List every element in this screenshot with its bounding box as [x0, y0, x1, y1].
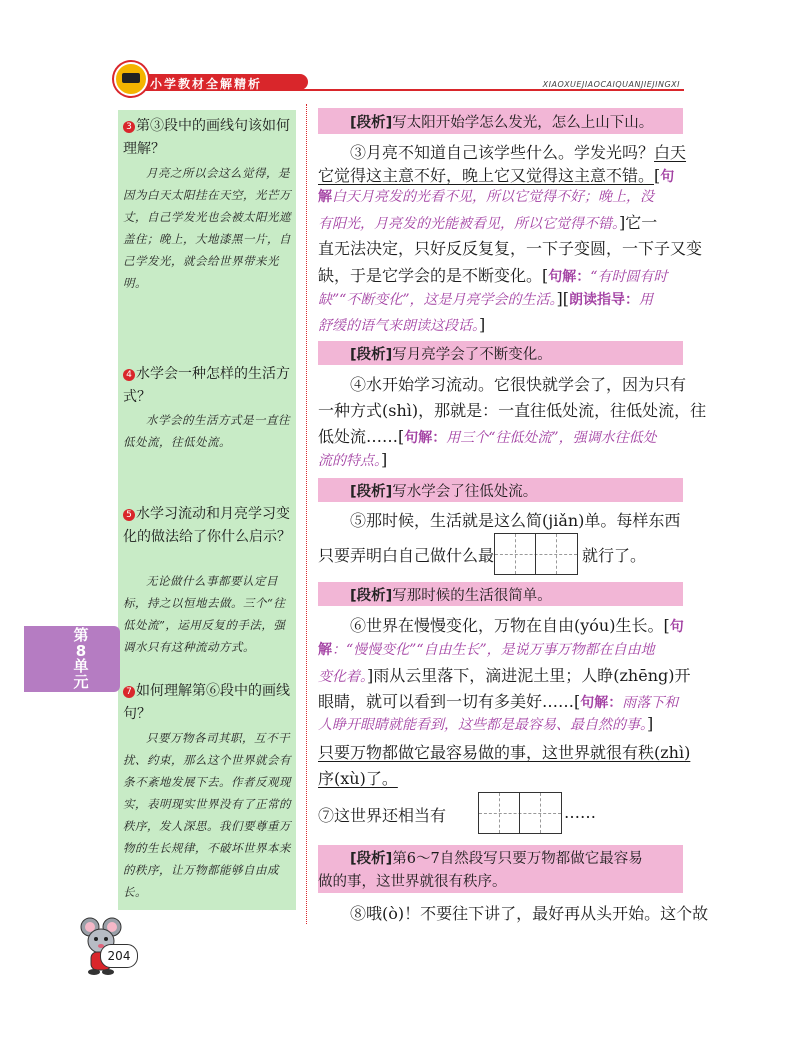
fill-in-grid[interactable] — [478, 792, 562, 834]
side-answer-4: 水学会的生活方式是一直往低处流，往低处流。 — [123, 413, 290, 449]
question-number-badge: 7 — [123, 686, 135, 698]
side-question-4: 4 水学会一种怎样的生活方式？ — [123, 366, 290, 405]
paragraph-4-line: 流的特点。] — [318, 450, 388, 469]
series-title: 小学教材全解精析 — [150, 77, 263, 91]
paragraph-7-line: ⑦这世界还相当有 — [318, 806, 447, 825]
analysis-text: [段析]写水学会了往低处流。 — [350, 484, 538, 500]
paragraph-3-line: 它觉得这主意不好，晚上它又觉得这主意不错。[句 — [318, 166, 675, 185]
paragraph-3-line: 缺”“不断变化”，这是月亮学会的生活。][朗读指导：用 — [318, 289, 653, 308]
fill-in-grid[interactable] — [494, 533, 578, 575]
paragraph-4-line: ④水开始学习流动。它很快就学会了，因为只有 — [350, 375, 687, 394]
paragraph-4-line: 低处流……[句解：用三个“往低处流”，强调水往低处 — [318, 427, 657, 446]
series-pinyin: XIAOXUEJIAOCAIQUANJIEJINGXI — [542, 80, 680, 89]
paragraph-4-line: 一种方式(shì)，那就是：一直往低处流，往低处流，往 — [318, 401, 707, 420]
paragraph-8-line: ⑧哦(ò)！不要往下讲了，最好再从头开始。这个故 — [350, 904, 709, 923]
paragraph-3-line: 解白天月亮发的光看不见，所以它觉得不好；晚上，没 — [318, 189, 654, 205]
page-number: 204 — [100, 944, 138, 968]
side-question-7: 7 如何理解第⑥段中的画线句？ — [123, 683, 290, 722]
analysis-text: [段析]第6～7自然段写只要万物都做它最容易 — [350, 851, 643, 867]
side-answer-7: 只要万物各司其职，互不干扰、约束，那么这个世界就会有条不紊地发展下去。作者反观现实，表明现实世界没有了正常的秩序，发人深思。我们要尊重万物的生长规律，不破坏世界本来的秩序，让万物都能够自由成长。 — [123, 731, 291, 899]
paragraph-5-line: ⑤那时候，生活就是这么简(jiǎn)单。每样东西 — [350, 511, 681, 530]
paragraph-3-line: 舒缓的语气来朗读这段话。] — [318, 315, 486, 334]
question-number-badge: 4 — [123, 369, 135, 381]
paragraph-5-line: 就行了。 — [582, 546, 647, 565]
paragraph-6-line: 解：“慢慢变化”“自由生长”，是说万事万物都在自由地 — [318, 642, 655, 658]
column-divider — [306, 104, 308, 924]
paragraph-3-line: ③月亮不知道自己该学些什么。学发光吗？白天 — [350, 143, 687, 162]
analysis-text: [段析]写太阳开始学怎么发光，怎么上山下山。 — [350, 115, 654, 131]
paragraph-6-line: ⑥世界在慢慢变化，万物在自由(yóu)生长。[句 — [350, 616, 684, 635]
side-question-5: 5 水学习流动和月亮学习变化的做法给了你什么启示？ — [123, 506, 291, 545]
paragraph-6-line: 变化着。]雨从云里落下，滴进泥土里；人睁(zhēng)开 — [318, 666, 691, 685]
paragraph-6-line: 眼睛，就可以看到一切有多美好……[句解：雨落下和 — [318, 692, 679, 711]
paragraph-3-line: 有阳光，月亮发的光能被看见，所以它觉得不错。]它一 — [318, 213, 658, 232]
side-answer-5: 无论做什么事都要认定目标，持之以恒地去做。三个“往低处流”，运用反复的手法，强调水只有这种流动方式。 — [123, 574, 286, 654]
side-question-3: 3 第③段中的画线句该如何理解？ — [123, 118, 290, 157]
analysis-text: 做的事，这世界就很有秩序。 — [318, 874, 507, 890]
unit-label: 第8单元 — [73, 626, 89, 691]
question-number-badge: 3 — [123, 121, 135, 133]
question-number-badge: 5 — [123, 509, 135, 521]
analysis-text: [段析]写月亮学会了不断变化。 — [350, 347, 552, 363]
book-logo-icon — [114, 62, 148, 96]
paragraph-7-line: …… — [564, 803, 596, 822]
paragraph-5-line: 只要弄明白自己做什么最 — [318, 546, 495, 565]
side-answer-3: 月亮之所以会这么觉得，是因为白天太阳挂在天空，光芒万丈，自己学发光也会被太阳光遮盖住；晚上，大地漆黑一片，自己学发光，就会给世界带来光明。 — [123, 166, 291, 290]
analysis-text: [段析]写那时候的生活很简单。 — [350, 588, 552, 604]
paragraph-6-line: 序(xù)了。 — [318, 769, 398, 788]
paragraph-6-line: 只要万物都做它最容易做的事，这世界就很有秩(zhì) — [318, 743, 691, 762]
paragraph-3-line: 缺，于是它学会的是不断变化。[句解：“有时圆有时 — [318, 266, 668, 285]
paragraph-6-line: 人睁开眼睛就能看到，这些都是最容易、最自然的事。] — [318, 714, 654, 733]
paragraph-3-line: 直无法决定，只好反反复复，一下子变圆，一下子又变 — [318, 239, 703, 258]
